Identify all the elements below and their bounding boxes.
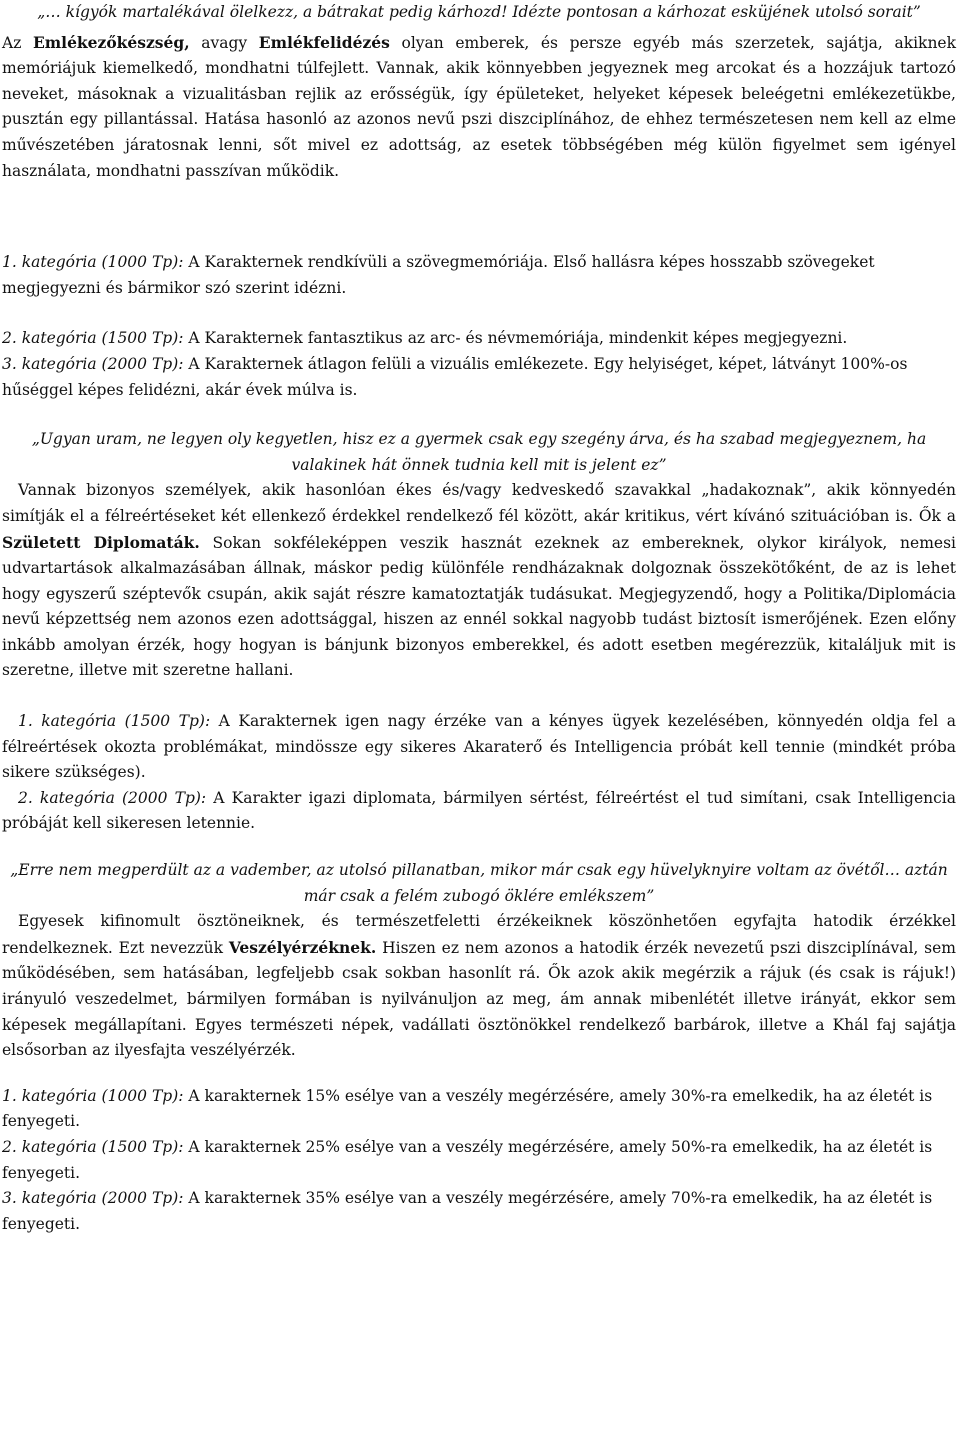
danger-category-1: 1. kategória (1000 Tp): A karakternek 15% esélye van a veszély megérzésére, amely 30%-ra emelkedik, ha az életét is fenyegeti. (2, 1086, 933, 1131)
term-recall: Emlékfelidézés (258, 32, 390, 52)
memory-category-1: 1. kategória (1000 Tp): A Karakternek rendkívüli a szövegmemóriája. Első hallásra képes hosszabb szövegeket megjegyezni és bármikor szó szerint idézni. (2, 253, 875, 297)
diplomacy-category-2: 2. kategória (2000 Tp): A Karakter igazi diplomata, bármilyen sértést, félreértést el tud simítani, csak Intelligencia próbáját kell sikeresen letennie. (2, 788, 956, 833)
term-danger-sense: Veszélyérzéknek. (228, 937, 377, 957)
term-memory: Emlékezőkészség, (32, 32, 190, 52)
danger-category-3: 3. kategória (2000 Tp): A karakternek 35% esélye van a veszély megérzésére, amely 70%-ra emelkedik, ha az életét is fenyegeti. (2, 1189, 933, 1233)
diplomacy-quote: „Ugyan uram, ne legyen oly kegyetlen, hisz ez a gyermek csak egy szegény árva, és ha szabad megjegyeznem, ha valakinek hát önnek tudnia kell mit is jelent ez” (31, 430, 927, 474)
memory-category-3: 3. kategória (2000 Tp): A Karakternek átlagon felüli a vizuális emlékezete. Egy helyiséget, képet, látványt 100%-os hűséggel képes felidézni, akár évek múlva is. (2, 354, 908, 399)
memory-paragraph: Az Emlékezőkészség, avagy Emlékfelidézés olyan emberek, és persze egyéb más szerzetek, sajátja, akiknek memóriájuk kiemelkedő, mondhatni túlfejlett. Vannak, akik könnyebben jegyeznek meg arcokat és a hozzájuk tartozó neveket, másoknak a vizualitásban rejlik az erősségük, így épületeket, helyeket képesek beleégetni emlékezetükbe, pusztán egy pillantással. Hatása hasonló az azonos nevű pszi diszciplínához, de ehhez természetesen nem kell az elme művészetében járatosnak lenni, sőt mivel ez adottság, az esetek többségében még külön figyelmet sem igényel használata, mondhatni passzívan működik. (2, 32, 956, 180)
intro-quote: „… kígyók martalékával ölelkezz, a bátrakat pedig kárhozd! Idézte pontosan a kárhozat esküjének utolsó sorait” (37, 3, 921, 21)
memory-category-2: 2. kategória (1500 Tp): A Karakternek fantasztikus az arc- és névmemóriája, mindenkit képes megjegyezni. (2, 329, 848, 348)
document-page (2, 0, 956, 1237)
diplomacy-paragraph: Vannak bizonyos személyek, akik hasonlóan ékes és/vagy kedveskedő szavakkal „hadakoznak”, akik könnyedén simítják el a félreértéseket két ellenkező érdekkel rendelkező fél között, akár kritikus, vért kívánó szituációban is. Ők a Született Diplomaták. Sokan sokféleképpen veszik hasznát ezeknek az embereknek, olykor királyok, nemesi udvartartások alkalmazásában állnak, máskor pedig különféle rendházaknak dolgoznak összekötőként, de az is lehet hogy egyszerű széptevők csupán, akik saját részre kamatoztatják tudásukat. Megjegyzendő, hogy a Politika/Diplomácia nevű képzettség nem azonos ezen adottsággal, hiszen az ennél sokkal nagyobb tudást biztosít ismerőjének. Ezen előny inkább amolyan érzék, hogy hogyan is bánjunk bizonyos emberekkel, és adott esetben megérezzük, kitaláljuk mit is szeretne, illetve mit szeretne hallani. (2, 481, 956, 680)
danger-quote: „Erre nem megperdült az a vadember, az utolsó pillanatban, mikor már csak egy hüvelyknyire voltam az övétől… aztán már csak a felém zubogó öklére emlékszem” (10, 861, 948, 905)
term-diplomat: Született Diplomaták. (2, 532, 200, 552)
danger-paragraph: Egyesek kifinomult ösztöneiknek, és természetfeletti érzékeiknek köszönhetően egyfajta hatodik érzékkel rendelkeznek. Ezt nevezzük Veszélyérzéknek. Hiszen ez nem azonos a hatodik érzék nevezetű pszi diszciplínával, sem működésében, sem hatásában, legfeljebb csak sokban hasonlít rá. Ők azok akik megérzik a rájuk (és csak is rájuk!) irányuló veszedelmet, bármilyen formában is nyilvánuljon az meg, ám annak mibenlétét illetve irányát, ekkor sem képesek megállapítani. Egyes természeti népek, vadállati ösztönökkel rendelkező barbárok, illetve a Khál faj sajátja elsősorban az ilyesfajta veszélyérzék. (2, 912, 956, 1060)
diplomacy-category-1: 1. kategória (1500 Tp): A Karakternek igen nagy érzéke van a kényes ügyek kezelésében, könnyedén oldja fel a félreértések okozta problémákat, mindössze egy sikeres Akaraterő és Intelligencia próbát kell tennie (mindkét próba sikere szükséges). (2, 712, 956, 782)
danger-category-2: 2. kategória (1500 Tp): A karakternek 25% esélye van a veszély megérzésére, amely 50%-ra emelkedik, ha az életét is fenyegeti. (2, 1137, 933, 1182)
